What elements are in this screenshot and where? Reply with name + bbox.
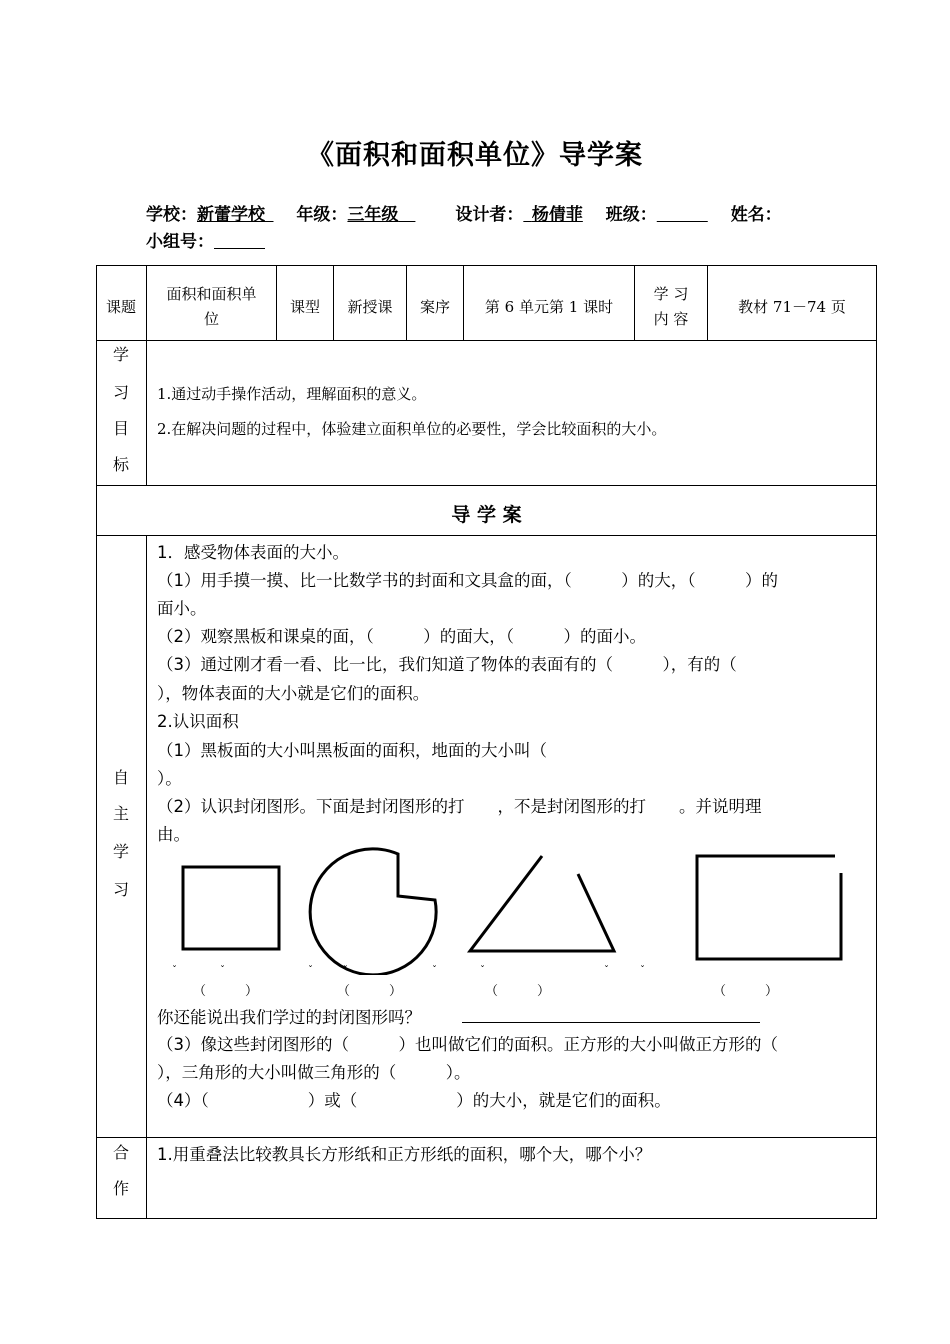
type-label: 课型 <box>289 298 320 316</box>
self-study-line-1: 1．感受物体表面的大小。 <box>157 543 349 562</box>
page-title: 《面积和面积单位》导学案 <box>307 140 643 171</box>
goals-label-1: 学 <box>112 345 129 364</box>
info-line <box>146 200 782 225</box>
svg-text:ˇ: ˇ <box>172 965 177 975</box>
shape-answer-3[interactable]: （ ） <box>485 984 551 999</box>
square-shape <box>183 867 279 949</box>
closed-shapes-question: 你还能说出我们学过的封闭图形吗？ <box>157 1008 421 1027</box>
cooperation-line: 1.用重叠法比较教具长方形纸和正方形纸的面积，哪个大，哪个小？ <box>157 1145 652 1164</box>
svg-text:ˇ: ˇ <box>432 965 437 975</box>
group-blank[interactable] <box>214 232 265 252</box>
goals-label-4: 标 <box>112 455 129 474</box>
designer-label: 设计者： <box>455 205 524 225</box>
svg-text:ˇ: ˇ <box>480 965 485 975</box>
self-study-line-8: （1）黑板面的大小叫黑板面的面积，地面的大小叫（ <box>157 741 547 760</box>
self-study-label-2: 主 <box>112 804 129 823</box>
name-label: 姓名： <box>730 205 782 225</box>
self-study-line-2: （1）用手摸一摸、比一比数学书的封面和文具盒的面，（ ）的大，（ ）的 <box>157 571 778 590</box>
group-line <box>146 227 265 252</box>
open-triangle-shape <box>470 856 614 951</box>
seq-label: 案序 <box>419 298 450 316</box>
self-study-line-11: 由。 <box>157 825 190 844</box>
svg-text:ˇ: ˇ <box>640 965 645 975</box>
shape-answer-4[interactable]: （ ） <box>713 984 779 999</box>
content-value: 教材 71－74 页 <box>738 298 846 316</box>
topic-value-line1: 面积和面积单 <box>166 285 257 303</box>
self-study-label-1: 自 <box>112 768 129 787</box>
self-study-line-12: （3）像这些封闭图形的（ ）也叫做它们的面积。正方形的大小叫做正方形的（ <box>157 1035 778 1054</box>
pie-shape <box>310 849 436 975</box>
content-label-line1: 学 习 <box>653 285 689 303</box>
topic-value-line2: 位 <box>203 310 219 328</box>
open-rectangle-shape <box>697 856 841 959</box>
svg-text:ˇ: ˇ <box>343 965 348 975</box>
self-study-line-14: （4）（ ）或（ ）的大小，就是它们的面积。 <box>157 1091 671 1110</box>
seq-value: 第 6 单元第 1 课时 <box>484 298 614 316</box>
self-study-line-10: （2）认识封闭图形。下面是封闭图形的打 ，不是封闭图形的打 。并说明理 <box>157 797 762 816</box>
designer-value: 杨倩菲 <box>531 205 583 225</box>
topic-label: 课题 <box>105 298 136 316</box>
shape-answer-1[interactable]: （ ） <box>193 984 259 999</box>
grade-value: 三年级 <box>347 205 399 225</box>
goals-label-2: 习 <box>112 383 129 402</box>
school-label: 学校： <box>146 205 197 225</box>
section-title: 导 学 案 <box>451 504 522 526</box>
cooperation-label-2: 作 <box>112 1179 129 1198</box>
goal-item-1: 1.通过动手操作活动，理解面积的意义。 <box>157 385 427 403</box>
self-study-label-4: 习 <box>112 880 129 899</box>
class-label: 班级： <box>605 205 657 225</box>
grade-label: 年级： <box>296 205 348 225</box>
type-value: 新授课 <box>347 298 393 316</box>
self-study-label-3: 学 <box>112 842 129 861</box>
svg-text:ˇ: ˇ <box>308 965 313 975</box>
shape-answer-2[interactable]: （ ） <box>337 984 403 999</box>
content-label-line2: 内 容 <box>653 310 689 328</box>
self-study-line-9: ）。 <box>157 769 182 788</box>
goals-label-3: 目 <box>112 419 129 438</box>
self-study-line-13: ），三角形的大小叫做三角形的（ ）。 <box>157 1063 471 1082</box>
svg-text:ˇ: ˇ <box>220 965 225 975</box>
school-value: 新蕾学校 <box>197 205 265 225</box>
goal-item-2: 2.在解决问题的过程中，体验建立面积单位的必要性，学会比较面积的大小。 <box>157 420 667 438</box>
self-study-line-7: 2.认识面积 <box>157 712 239 731</box>
cooperation-label-1: 合 <box>112 1143 129 1162</box>
self-study-line-6: ），物体表面的大小就是它们的面积。 <box>157 684 430 703</box>
self-study-line-3: 面小。 <box>157 599 207 618</box>
shapes-figure <box>160 845 860 975</box>
group-label: 小组号： <box>146 232 214 252</box>
svg-text:ˇ: ˇ <box>604 965 609 975</box>
class-blank[interactable] <box>657 205 708 225</box>
self-study-line-4: （2）观察黑板和课桌的面，（ ）的面大，（ ）的面小。 <box>157 627 646 646</box>
answer-underline[interactable] <box>462 1022 760 1023</box>
self-study-line-5: （3）通过刚才看一看、比一比，我们知道了物体的表面有的（ ），有的（ <box>157 655 737 674</box>
